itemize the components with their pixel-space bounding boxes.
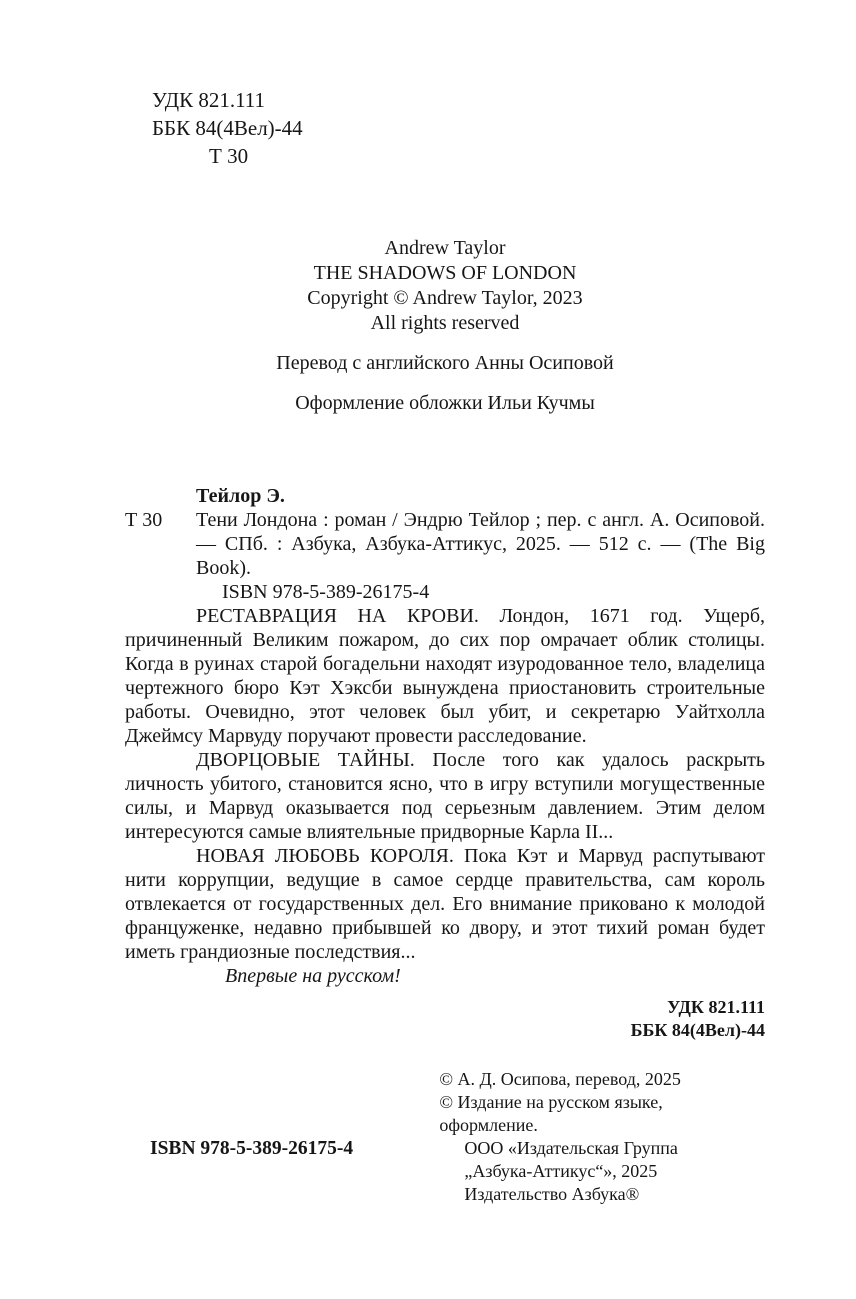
catalog-card-block — [125, 484, 765, 1042]
copyright-edition-line: © Издание на русском языке, оформление. — [439, 1092, 663, 1135]
original-edition-block — [125, 236, 765, 336]
original-title: THE SHADOWS OF LONDON — [313, 262, 577, 284]
bibliographic-entry — [125, 508, 765, 580]
copyright-block — [439, 1068, 765, 1206]
annotation-paragraph-restoration: РЕСТАВРАЦИЯ НА КРОВИ. Лондон, 1671 год. Ущерб, причиненный Великим пожаром, до сих пор омрачает облик столицы. Когда в руинах старой богадельни находят изуродованное тело, владелица чертежного бюро Кэт Хэксби вынуждена приостановить строительные работы. Очевидно, этот человек был убит, и секретарю Уайтхолла Джеймсу Марвуду поручают провести расследование. — [125, 605, 765, 747]
first-time-russian-note: Впервые на русском! — [225, 965, 401, 987]
copyright-translator-line: © А. Д. Осипова, перевод, 2025 — [439, 1069, 681, 1089]
annotation-paragraph-kings-new-love: НОВАЯ ЛЮБОВЬ КОРОЛЯ. Пока Кэт и Марвуд распутывают нити коррупции, ведущие в самое сердце правительства, сам король отвлекается от государственных дел. Его внимание приковано к молодой француженке, недавно прибывшей ко двору, и этот тихий роман будет иметь грандиозные последствия... — [125, 845, 765, 963]
isbn-bottom: ISBN 978-5-389-26175-4 — [150, 1138, 354, 1159]
classification-codes-bottom — [125, 996, 765, 1042]
translator-credit: Перевод с английского Анны Осиповой — [276, 352, 614, 374]
bbk-code: ББК 84(4Вел)-44 — [152, 116, 303, 140]
publisher-name-line: Издательство Азбука® — [464, 1184, 640, 1204]
classification-codes-top — [152, 86, 765, 170]
publisher-group-line: ООО «Издательская Группа — [464, 1138, 678, 1158]
annotation-paragraph-palace-secrets: ДВОРЦОВЫЕ ТАЙНЫ. После того как удалось раскрыть личность убитого, становится ясно, что в игру вступили могущественные силы, и Марвуд оказывается под серьезным давлением. Этим делом интересуются самые влиятельные придворные Карла II... — [125, 749, 765, 843]
bbk-code-right: ББК 84(4Вел)-44 — [630, 1020, 765, 1040]
isbn-line: ISBN 978-5-389-26175-4 — [222, 581, 430, 603]
cover-designer-credit: Оформление обложки Ильи Кучмы — [295, 392, 595, 414]
bottom-imprint-row — [125, 1068, 765, 1206]
original-author: Andrew Taylor — [384, 237, 506, 259]
author-sign-code-catalog: Т 30 — [125, 509, 163, 531]
bibliographic-text: Тени Лондона : роман / Эндрю Тейлор ; пер. с англ. А. Осиповой. — СПб. : Азбука, Азбука-Аттикус, 2025. — 512 с. — (The Big Book). — [196, 509, 765, 579]
udk-code-right: УДК 821.111 — [667, 997, 765, 1017]
catalog-author-heading: Тейлор Э. — [196, 485, 285, 507]
original-copyright: Copyright © Andrew Taylor, 2023 — [307, 287, 583, 309]
author-sign-code: Т 30 — [209, 144, 249, 168]
udk-code: УДК 821.111 — [152, 88, 266, 112]
publisher-group-line2: „Азбука-Аттикус“», 2025 — [464, 1161, 658, 1181]
rights-reserved-line: All rights reserved — [370, 312, 520, 334]
